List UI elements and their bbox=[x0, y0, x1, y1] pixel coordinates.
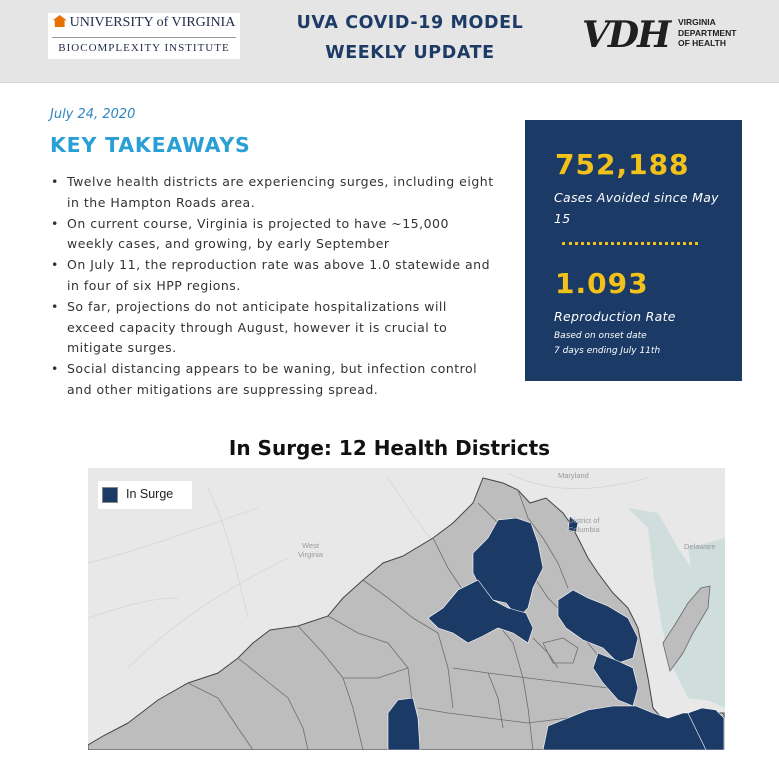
cases-avoided-value: 752,188 bbox=[555, 148, 690, 181]
page-title-line1: UVA COVID-19 MODEL bbox=[296, 13, 524, 33]
reproduction-rate-value: 1.093 bbox=[555, 267, 649, 300]
stats-divider bbox=[562, 242, 698, 245]
rotunda-icon bbox=[53, 15, 67, 27]
surge-map[interactable] bbox=[88, 468, 725, 750]
takeaway-item: • On July 11, the reproduction rate was above 1.0 statewide and in four of six HPP regions. bbox=[48, 255, 498, 297]
virginia-map-svg bbox=[88, 468, 725, 750]
cases-avoided-label: Cases Avoided since May 15 bbox=[554, 190, 719, 226]
logo-divider bbox=[52, 37, 236, 38]
reproduction-rate-label: Reproduction Rate bbox=[554, 309, 676, 324]
map-title: In Surge: 12 Health Districts bbox=[228, 436, 551, 460]
uva-logo-top-text: UNIVERSITY of VIRGINIA bbox=[69, 15, 236, 30]
vdh-logo-text bbox=[678, 17, 736, 49]
legend-label-in-surge: In Surge bbox=[126, 487, 174, 501]
key-takeaways-list bbox=[48, 172, 498, 401]
reproduction-note-1: Based on onset date bbox=[554, 331, 647, 341]
report-date: July 24, 2020 bbox=[50, 107, 136, 122]
map-label-west-virginia bbox=[298, 541, 323, 559]
vdh-letters: VDH bbox=[582, 14, 670, 56]
stats-panel bbox=[525, 120, 742, 381]
legend-swatch-in-surge bbox=[102, 487, 118, 503]
uva-logo-bottom-text: BIOCOMPLEXITY INSTITUTE bbox=[58, 42, 230, 54]
vdh-logo bbox=[582, 14, 752, 58]
takeaway-item: • Twelve health districts are experiencing surges, including eight in the Hampton Roads area. bbox=[48, 172, 498, 214]
map-label-dc-line1: District of bbox=[568, 516, 600, 525]
takeaway-item: • So far, projections do not anticipate hospitalizations will exceed capacity through August, however it is crucial to mitigate surges. bbox=[48, 297, 498, 359]
map-label-dc-line2: Columbia bbox=[568, 525, 600, 534]
map-label-wv-line1: West bbox=[301, 541, 319, 550]
takeaway-item: • On current course, Virginia is projected to have ~15,000 weekly cases, and growing, by early September bbox=[48, 214, 498, 256]
uva-biocomplexity-logo bbox=[48, 13, 240, 59]
vdh-line2: DEPARTMENT bbox=[678, 27, 737, 38]
map-legend bbox=[98, 481, 192, 509]
map-label-wv-line2: Virginia bbox=[298, 550, 323, 559]
page-title bbox=[250, 8, 570, 68]
page-title-line2: WEEKLY UPDATE bbox=[325, 43, 495, 63]
key-takeaways-title: KEY TAKEAWAYS bbox=[50, 133, 251, 157]
takeaway-item: • Social distancing appears to be waning, but infection control and other mitigations are suppressing spread. bbox=[48, 359, 498, 401]
map-label-maryland: Maryland bbox=[558, 471, 589, 480]
vdh-line3: OF HEALTH bbox=[678, 38, 727, 48]
map-label-delaware: Delaware bbox=[684, 542, 716, 551]
vdh-line1: VIRGINIA bbox=[678, 17, 716, 27]
reproduction-note-2: 7 days ending July 11th bbox=[554, 346, 661, 356]
header bbox=[0, 0, 779, 83]
map-label-dc bbox=[568, 516, 600, 534]
